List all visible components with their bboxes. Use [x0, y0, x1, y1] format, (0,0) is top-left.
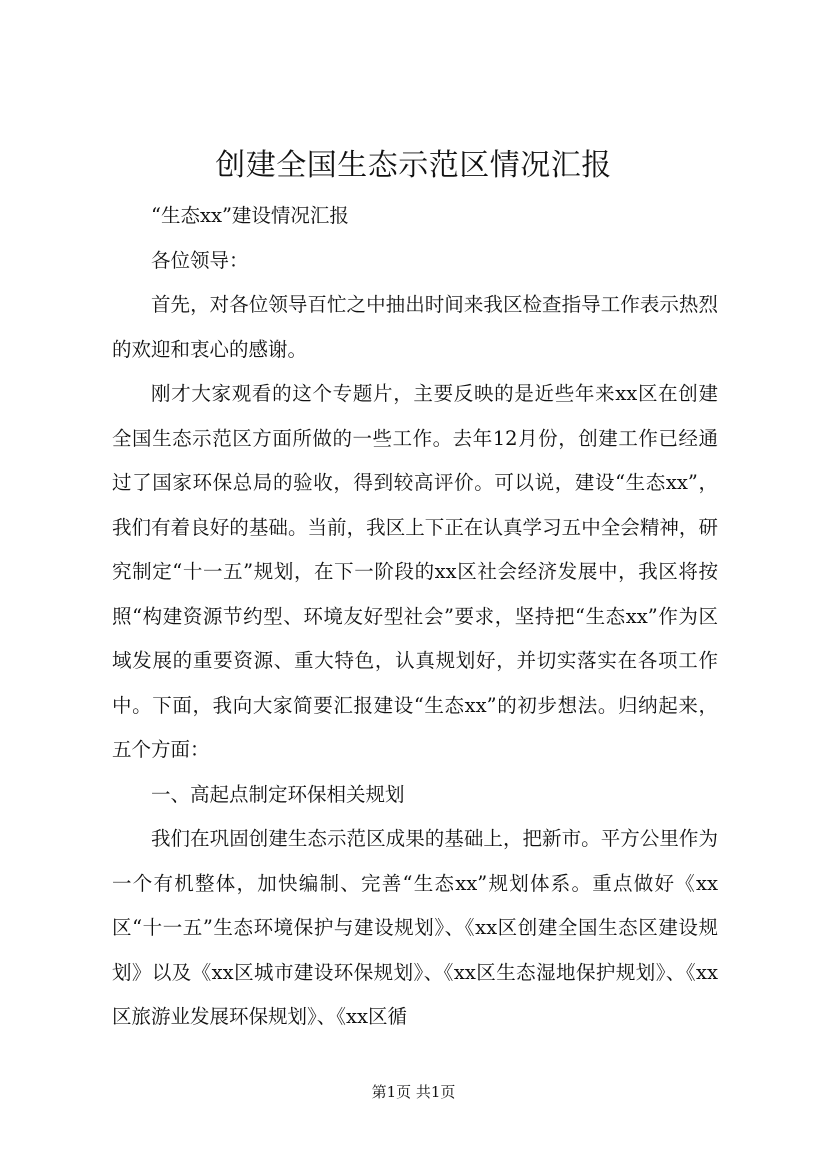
page-footer: 第1页 共1页: [371, 1083, 456, 1101]
document-body: [112, 194, 718, 1040]
section-heading-1: 一、高起点制定环保相关规划: [151, 782, 405, 806]
document-title: 创建全国生态示范区情况汇报: [215, 148, 612, 183]
paragraph-subtitle: “生态xx”建设情况汇报: [151, 204, 349, 227]
paragraph-overview: 刚才大家观看的这个专题片，主要反映的是近些年来xx区在创建全国生态示范区方面所做的一些工作。去年12月份，创建工作已经通过了国家环保总局的验收，得到较高评价。可以说，建设“生态xx”，我们有着良好的基础。当前，我区上下正在认真学习五中全会精神，研究制定“十一五”规划，在下一阶段的xx区社会经济发展中，我区将按照“构建资源节约型、环境友好型社会”要求，坚持把“生态xx”作为区域发展的重要资源、重大特色，认真规划好，并切实落实在各项工作中。下面，我向大家简要汇报建设“生态xx”的初步想法。归纳起来，五个方面：: [112, 382, 718, 761]
paragraph-salutation: 各位领导：: [151, 248, 249, 272]
paragraph-welcome: 首先，对各位领导百忙之中抽出时间来我区检查指导工作表示热烈的欢迎和衷心的感谢。: [112, 293, 718, 361]
paragraph-planning: 我们在巩固创建生态示范区成果的基础上，把新市。平方公里作为一个有机整体，加快编制、完善“生态xx”规划体系。重点做好《xx区“十一五”生态环境保护与建设规划》、《xx区创建全国生态区建设规划》以及《xx区城市建设环保规划》、《xx区生态湿地保护规划》、《xx区旅游业发展环保规划》、《xx区循: [112, 827, 718, 1028]
